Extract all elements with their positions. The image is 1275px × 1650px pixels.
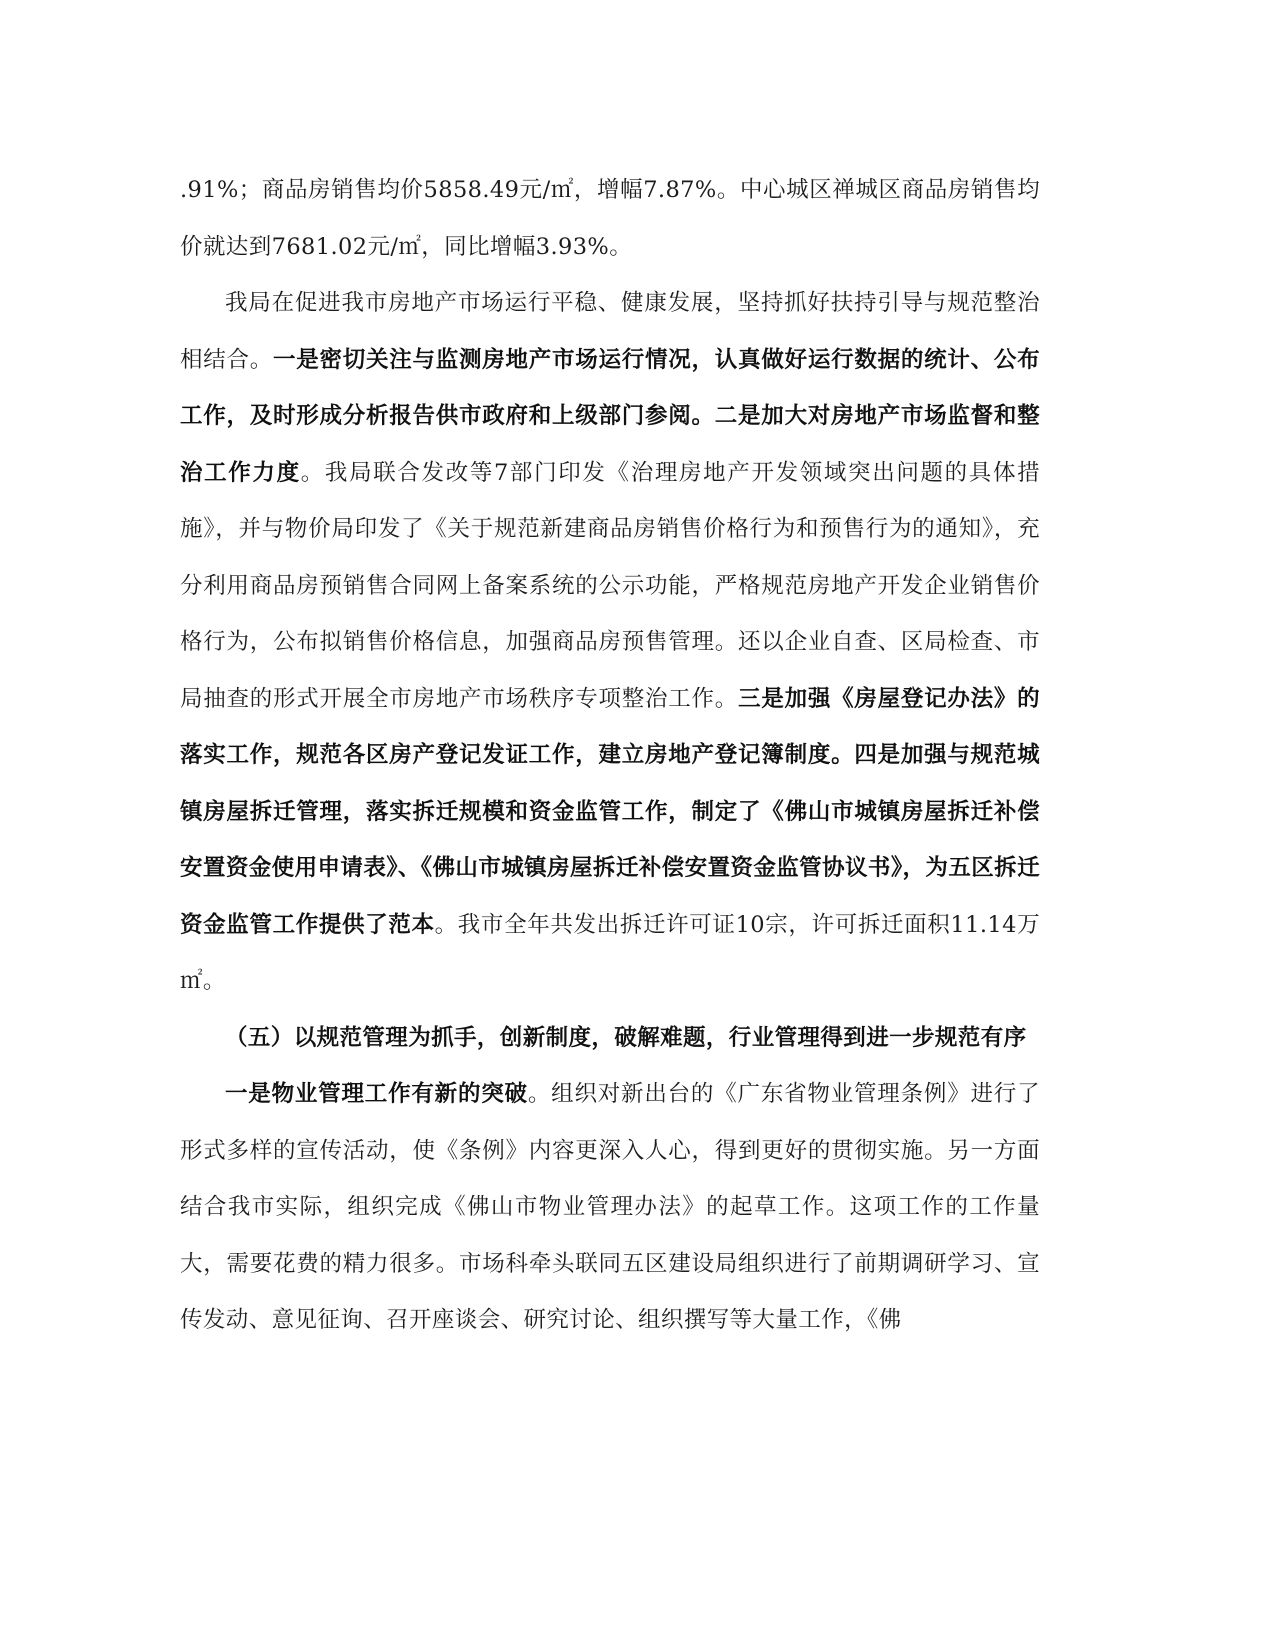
text-segment: 。组织对新出台的《广东省物业管理条例》进行了形式多样的宣传活动，使《条例》内容更深入人心，得到更好的贯彻实施。另一方面结合我市实际，组织完成《佛山市物业管理办法》的起草工作。这项工作的工作量大，需要花费的精力很多。市场科牵头联同五区建设局组织进行了前期调研学习、宣传发动、意见征询、召开座谈会、研究讨论、组织撰写等大量工作，《佛 — [180, 1081, 1040, 1333]
paragraph-market-regulation — [180, 275, 1040, 1010]
text-segment: .91%；商品房销售均价5858.49元/㎡，增幅7.87%。中心城区禅城区商品房销售均价就达到7681.02元/㎡，同比增幅3.93%。 — [180, 177, 1040, 260]
section-heading — [180, 1010, 1040, 1067]
text-segment: 我局在促进我市房地产市场运行平稳、健康发展，坚持抓好扶持引导与规范整治相结合。 — [180, 290, 1040, 373]
bold-text-segment: 一是物业管理工作有新的突破 — [225, 1081, 528, 1107]
bold-text-segment: 一是密切关注与监测房地产市场运行情况，认真做好运行数据的统计、公布工作，及时形成分析报告供市政府和上级部门参阅。二是加大对房地产市场监督和整治工作力度 — [180, 346, 1040, 486]
heading-text: （五）以规范管理为抓手，创新制度，破解难题，行业管理得到进一步规范有序 — [225, 1024, 1027, 1051]
paragraph-property-management — [180, 1066, 1040, 1349]
paragraph-sales-price — [180, 162, 1040, 275]
text-segment: 。我局联合发改等7部门印发《治理房地产开发领域突出问题的具体措施》，并与物价局印发了《关于规范新建商品房销售价格行为和预售行为的通知》，充分利用商品房预销售合同网上备案系统的公示功能，严格规范房地产开发企业销售价格行为，公布拟销售价格信息，加强商品房预售管理。还以企业自查、区局检查、市局抽查的形式开展全市房地产市场秩序专项整治工作。 — [180, 459, 1040, 712]
bold-text-segment: 三是加强《房屋登记办法》的落实工作，规范各区房产登记发证工作，建立房地产登记簿制度。四是加强与规范城镇房屋拆迁管理，落实拆迁规模和资金监管工作，制定了《佛山市城镇房屋拆迁补偿安置资金使用申请表》、《佛山市城镇房屋拆迁补偿安置资金监管协议书》，为五区拆迁资金监管工作提供了范本 — [180, 685, 1040, 938]
document-body — [180, 162, 1040, 1349]
text-segment: 。我市全年共发出拆迁许可证10宗，许可拆迁面积11.14万㎡。 — [180, 911, 1040, 994]
